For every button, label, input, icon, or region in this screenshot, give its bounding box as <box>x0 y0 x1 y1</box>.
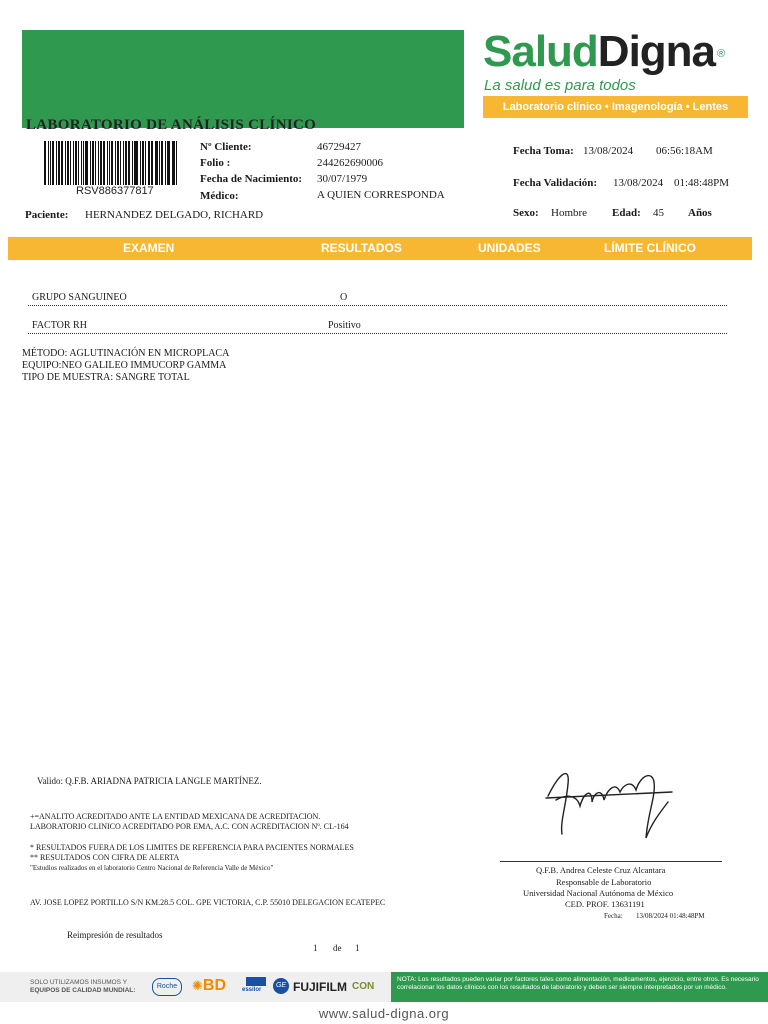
barcode-bar <box>132 141 133 185</box>
brand-registered: ® <box>717 47 725 60</box>
results-table-header <box>8 237 752 260</box>
barcode-bar <box>125 141 127 185</box>
responsable-cedula: CED. PROF. 13631191 <box>565 899 645 909</box>
barcode-bar <box>145 141 146 185</box>
barcode-bar <box>172 141 175 185</box>
signature <box>540 762 690 847</box>
column-header-unidades: UNIDADES <box>478 241 541 255</box>
paciente-value: HERNANDEZ DELGADO, RICHARD <box>85 209 264 221</box>
footer-quality-text <box>30 979 135 995</box>
barcode-bar <box>155 141 158 185</box>
note-reference-lab: "Estudios realizados en el laboratorio Centro Nacional de Referencia Valle de México" <box>30 864 274 872</box>
lab-title: LABORATORIO DE ANÁLISIS CLÍNICO <box>26 117 317 133</box>
barcode-bar <box>95 141 96 185</box>
sample-type-text: TIPO DE MUESTRA: SANGRE TOTAL <box>22 372 190 383</box>
barcode-bar <box>135 141 138 185</box>
essilor-logo: essilor <box>242 987 262 993</box>
barcode-bar <box>176 141 177 185</box>
page-number: 1 <box>313 943 318 953</box>
barcode-number: RSV886377817 <box>76 185 154 197</box>
footer-disclaimer: NOTA: Los resultados pueden variar por factores tales como alimentación, medicamentos, ejercicio, entre otros. Es necesario correlacionar los datos clínicos con los resultados de laboratorio y deben ser siempre interpretados por un médico. <box>391 972 768 1002</box>
brand-digna: Digna <box>597 27 716 76</box>
barcode-bar <box>123 141 124 185</box>
medico-label: Médico: <box>200 190 239 202</box>
ge-logo: GE <box>273 978 289 994</box>
barcode-bar <box>128 141 130 185</box>
barcode-bar <box>161 141 163 185</box>
barcode-bar <box>109 141 110 185</box>
website-url: www.salud-digna.org <box>318 1006 450 1021</box>
note-out-of-range: * RESULTADOS FUERA DE LOS LIMITES DE REFERENCIA PARA PACIENTES NORMALES <box>30 843 354 852</box>
barcode-bar <box>142 141 144 185</box>
column-header-resultados: RESULTADOS <box>321 241 402 255</box>
barcode-bar <box>120 141 121 185</box>
folio-value: 244262690006 <box>317 157 383 169</box>
barcode-bar <box>73 141 74 185</box>
edad-unit: Años <box>688 207 712 219</box>
nacimiento-value: 30/07/1979 <box>317 173 368 185</box>
signature-line <box>500 861 722 862</box>
header-green-band <box>22 30 464 128</box>
essilor-logo-mark <box>246 977 266 986</box>
barcode-bar <box>103 141 105 185</box>
accreditation-line-2: LABORATORIO CLINICO ACREDITADO POR EMA, A.C. CON ACREDITACION Nº. CL-164 <box>30 822 349 831</box>
row-exam-grupo: GRUPO SANGUINEO <box>32 292 127 303</box>
brand-salud: Salud <box>483 27 598 76</box>
note-alert: ** RESULTADOS CON CIFRA DE ALERTA <box>30 853 180 862</box>
barcode-bar <box>67 141 70 185</box>
fecha-toma-time: 06:56:18AM <box>656 145 713 157</box>
barcode-bar <box>90 141 91 185</box>
barcode-bar <box>50 141 51 185</box>
row-result-grupo: O <box>340 292 348 303</box>
cliente-label: Nº Cliente: <box>200 141 252 153</box>
bd-logo-text: BD <box>202 977 227 994</box>
page-total: 1 <box>355 943 360 953</box>
row-divider <box>28 305 727 306</box>
page-of: de <box>333 943 342 953</box>
barcode-bar <box>151 141 152 185</box>
barcode-bar <box>134 141 135 185</box>
validated-by: Valido: Q.F.B. ARIADNA PATRICIA LANGLE MARTÍNEZ. <box>37 776 262 786</box>
barcode-bar <box>44 141 46 185</box>
edad-label: Edad: <box>612 207 641 219</box>
barcode-bar <box>159 141 160 185</box>
sexo-label: Sexo: <box>513 207 539 219</box>
roche-logo: Roche <box>152 978 182 996</box>
barcode-bar <box>167 141 168 185</box>
folio-label: Folio : <box>200 157 231 169</box>
bd-logo <box>192 977 226 995</box>
edad-value: 45 <box>653 207 664 219</box>
equipment-text: EQUIPO:NEO GALILEO IMMUCORP GAMMA <box>22 360 227 371</box>
responsable-role: Responsable de Laboratorio <box>556 877 652 887</box>
reprint-note: Reimpresión de resultados <box>67 930 163 940</box>
barcode-bar <box>81 141 82 185</box>
barcode-bar <box>117 141 120 185</box>
barcode-bar <box>148 141 150 185</box>
sexo-value: Hombre <box>551 207 588 219</box>
barcode-bar <box>56 141 57 185</box>
barcode-bar <box>98 141 99 185</box>
nacimiento-label: Fecha de Nacimiento: <box>200 173 303 185</box>
barcode-bar <box>58 141 60 185</box>
column-header-examen: EXAMEN <box>123 241 175 255</box>
responsable-fecha-label: Fecha: <box>604 912 623 920</box>
footer-quality-line-1: SOLO UTILIZAMOS INSUMOS Y <box>30 979 128 986</box>
barcode-bar <box>140 141 141 185</box>
barcode-bar <box>92 141 94 185</box>
cliente-value: 46729427 <box>317 141 361 153</box>
column-header-limite: LÍMITE CLÍNICO <box>604 241 696 255</box>
barcode-bar <box>100 141 103 185</box>
row-result-factor: Positivo <box>328 320 361 331</box>
services-banner: Laboratorio clínico • Imagenología • Lentes <box>483 96 748 118</box>
paciente-label: Paciente: <box>25 209 69 221</box>
responsable-name: Q.F.B. Andrea Celeste Cruz Alcantara <box>536 865 666 875</box>
barcode <box>44 141 178 185</box>
footer-quality-line-2: EQUIPOS DE CALIDAD MUNDIAL: <box>30 987 136 994</box>
barcode-bar <box>115 141 116 185</box>
barcode-bar <box>168 141 170 185</box>
barcode-bar <box>165 141 166 185</box>
method-text: MÉTODO: AGLUTINACIÓN EN MICROPLACA <box>22 348 230 359</box>
barcode-bar <box>61 141 63 185</box>
barcode-bar <box>83 141 85 185</box>
con-logo: CON <box>352 981 375 992</box>
responsable-university: Universidad Nacional Autónoma de México <box>523 888 674 898</box>
lab-address: AV. JOSE LOPEZ PORTILLO S/N KM.28.5 COL. GPE VICTORIA, C.P. 55010 DELEGACION ECATEPEC <box>30 898 386 907</box>
fecha-toma-date: 13/08/2024 <box>583 145 634 157</box>
barcode-bar <box>65 141 66 185</box>
fecha-validacion-label: Fecha Validación: <box>513 177 598 189</box>
fecha-toma-label: Fecha Toma: <box>513 145 574 157</box>
barcode-bar <box>75 141 77 185</box>
barcode-bar <box>111 141 113 185</box>
barcode-bar <box>70 141 71 185</box>
barcode-bar <box>52 141 55 185</box>
brand-tagline: La salud es para todos <box>484 77 636 94</box>
medico-value: A QUIEN CORRESPONDA <box>317 189 445 201</box>
barcode-bar <box>107 141 108 185</box>
brand-logo <box>483 27 725 76</box>
barcode-bar <box>48 141 49 185</box>
row-exam-factor: FACTOR RH <box>32 320 87 331</box>
fujifilm-logo: FUJIFILM <box>293 980 347 994</box>
barcode-bar <box>152 141 153 185</box>
barcode-bar <box>78 141 79 185</box>
fecha-validacion-date: 13/08/2024 <box>613 177 664 189</box>
bd-logo-mark: ✺ <box>192 978 203 993</box>
barcode-bar <box>85 141 88 185</box>
fecha-validacion-time: 01:48:48PM <box>674 177 730 189</box>
row-divider <box>28 333 727 334</box>
accreditation-line-1: +=ANALITO ACREDITADO ANTE LA ENTIDAD MEXICANA DE ACREDITACION. <box>30 812 321 821</box>
responsable-fecha-value: 13/08/2024 01:48:48PM <box>636 912 705 920</box>
